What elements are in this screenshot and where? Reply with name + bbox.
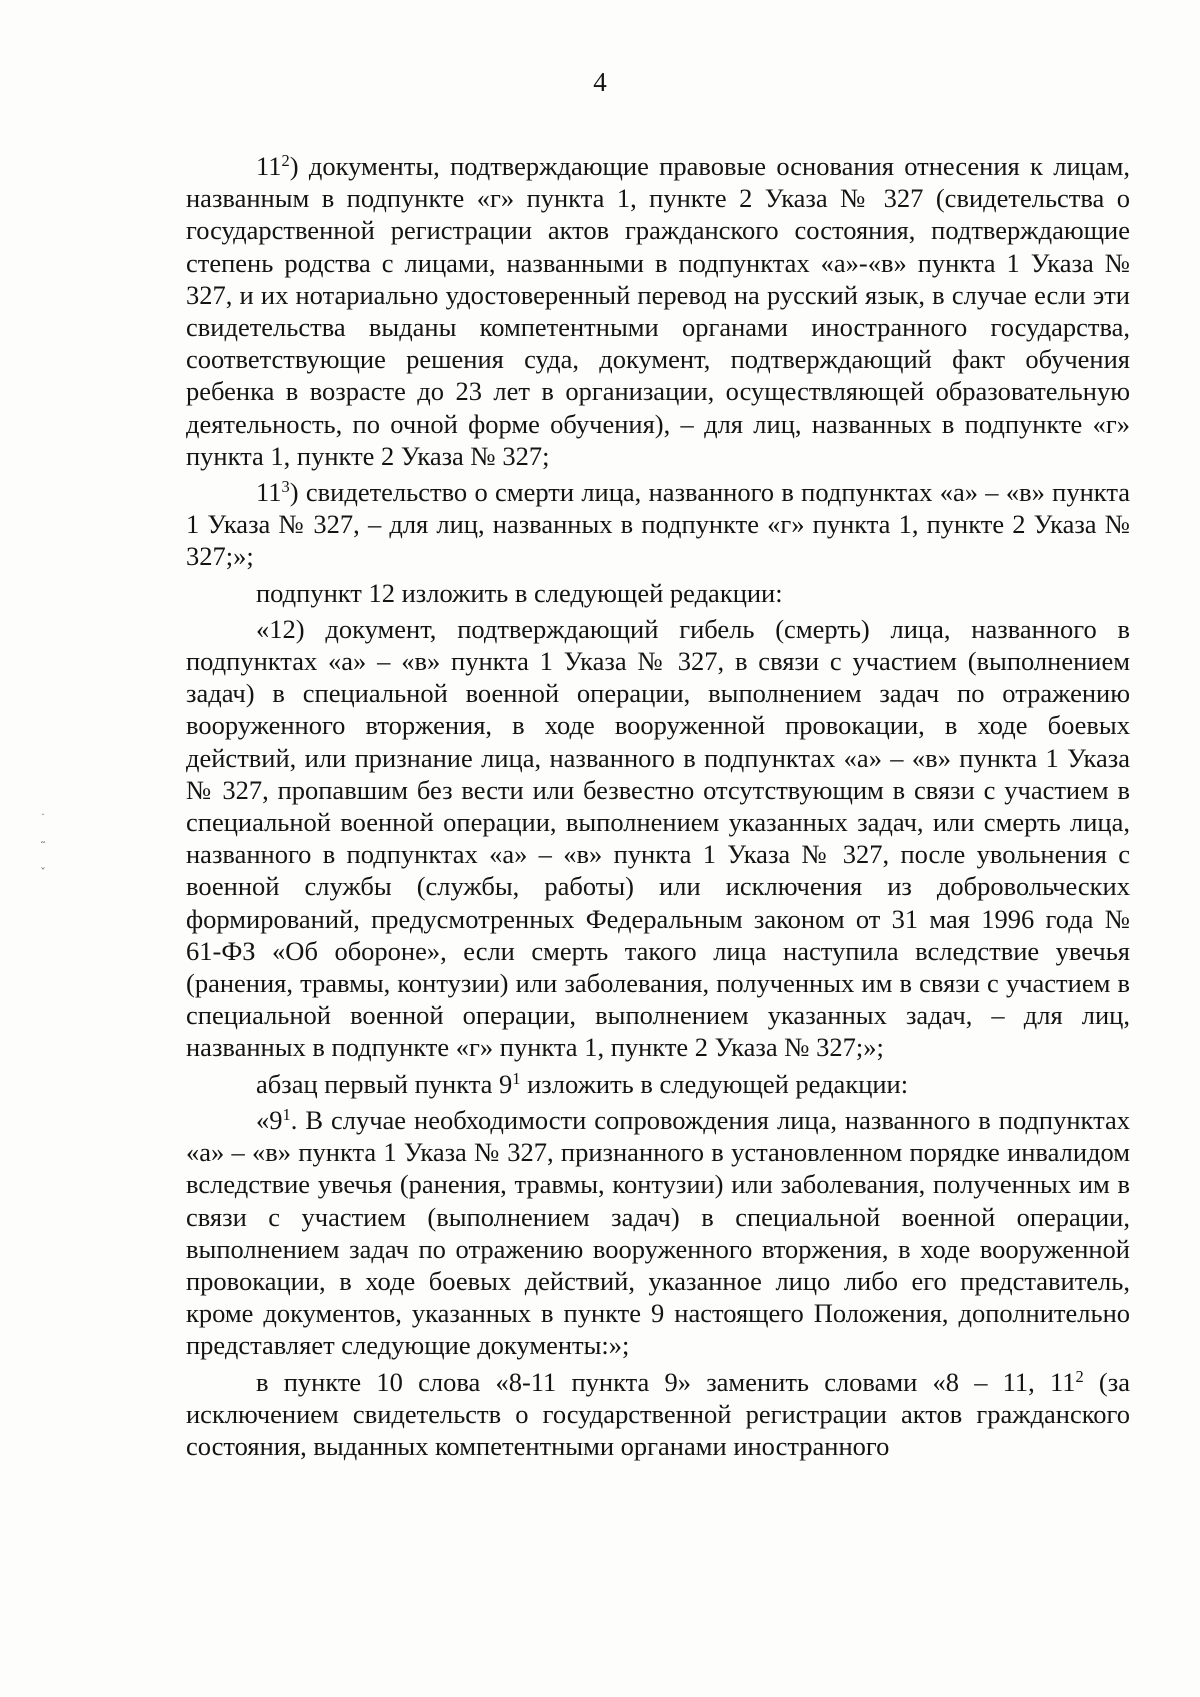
- superscript: 3: [281, 477, 290, 496]
- paragraph-text: «9: [256, 1104, 283, 1135]
- paragraph-text: «12) документ, подтверждающий гибель (смерть) лица, названного в подпунктах «а» – «в» пункта 1 Указа № 327, в связи с участием (выполнением задач) в специальной военной операции, выполнением задач по отражению вооруженного вторжения, в ходе вооруженной провокации, в ходе боевых действий, или признание лица, названного в подпунктах «а» – «в» пункта 1 Указа № 327, пропавшим без вести или безвестно отсутствующим в связи с участием в специальной военной операции, выполнением указанных задач, или смерть лица, названного в подпунктах «а» – «в» пункта 1 Указа № 327, после увольнения с военной службы (службы, работы) или исключения из добровольческих формирований, предусмотренных Федеральным законом от 31 мая 1996 года № 61-ФЗ «Об обороне», если смерть такого лица наступила вследствие увечья (ранения, травмы, контузии) или заболевания, полученных им в связи с участием в специальной военной операции, выполнением указанных задач, – для лиц, названных в подпункте «г» пункта 1, пункте 2 Указа № 327;»;: [186, 613, 1130, 1063]
- paragraph-text: 11: [256, 151, 282, 181]
- paragraph-text: подпункт 12 изложить в следующей редакции:: [256, 577, 783, 608]
- paragraph-text: . В случае необходимости сопровождения лица, названного в подпунктах «а» – «в» пункта 1 Указа № 327, признанного в установленном порядке инвалидом вследствие увечья (ранения, травмы, контузии) или заболевания, полученных им в связи с участием (выполнением задач) в специальной военной операции, выполнением задач по отражению вооруженного вторжения, в ходе вооруженной провокации, в ходе боевых действий, указанное лицо либо его представитель, кроме документов, указанных в пункте 9 настоящего Положения, дополнительно представляет следующие документы:»;: [186, 1104, 1130, 1361]
- paragraph-text: ) свидетельство о смерти лица, названного в подпунктах «а» – «в» пункта 1 Указа № 327, – для лиц, названных в подпункте «г» пункта 1, пункте 2 Указа № 327;»;: [186, 477, 1130, 572]
- paragraph-text: абзац первый пункта 9: [256, 1068, 513, 1099]
- paragraph-text: изложить в следующей редакции:: [520, 1068, 909, 1099]
- document-body: [186, 150, 1130, 1462]
- paragraph-p12-intro: [186, 577, 1130, 609]
- paragraph-text: в пункте 10 слова «8-11 пункта 9» заменить словами «8 – 11, 11: [256, 1366, 1076, 1397]
- scan-mark: ˇ: [40, 866, 46, 880]
- superscript: 1: [282, 1104, 291, 1124]
- paragraph-p11-3: [186, 476, 1130, 573]
- paragraph-p10: [186, 1366, 1130, 1463]
- paragraph-text: (за исключением свидетельств о государственной регистрации актов гражданского состояния, выданных компетентными органами иностранного: [186, 1366, 1130, 1461]
- paragraph-p9-1: [186, 1104, 1130, 1362]
- scan-mark: ˜: [40, 840, 46, 854]
- superscript: 1: [512, 1068, 521, 1088]
- superscript: 2: [281, 150, 290, 170]
- paragraph-p12: [186, 613, 1130, 1064]
- paragraph-p9-1-intro: [186, 1068, 1130, 1100]
- paragraph-text: ) документы, подтверждающие правовые основания отнесения к лицам, названным в подпункте «г» пункта 1, пункте 2 Указа № 327 (свидетельства о государственной регистрации актов гражданского состояния, подтверждающие степень родства с лицами, названными в подпунктах «а»-«в» пункта 1 Указа № 327, и их нотариально удостоверенный перевод на русский язык, в случае если эти свидетельства выданы компетентными органами иностранного государства, соответствующие решения суда, документ, подтверждающий факт обучения ребенка в возрасте до 23 лет в организации, осуществляющей образовательную деятельность, по очной форме обучения), – для лиц, названных в подпункте «г» пункта 1, пункте 2 Указа № 327;: [186, 151, 1130, 471]
- superscript: 2: [1075, 1366, 1084, 1386]
- paragraph-p11-2: [186, 150, 1130, 472]
- page-number: 4: [593, 67, 607, 97]
- paragraph-text: 11: [256, 477, 282, 508]
- scan-mark: ˙: [40, 812, 46, 826]
